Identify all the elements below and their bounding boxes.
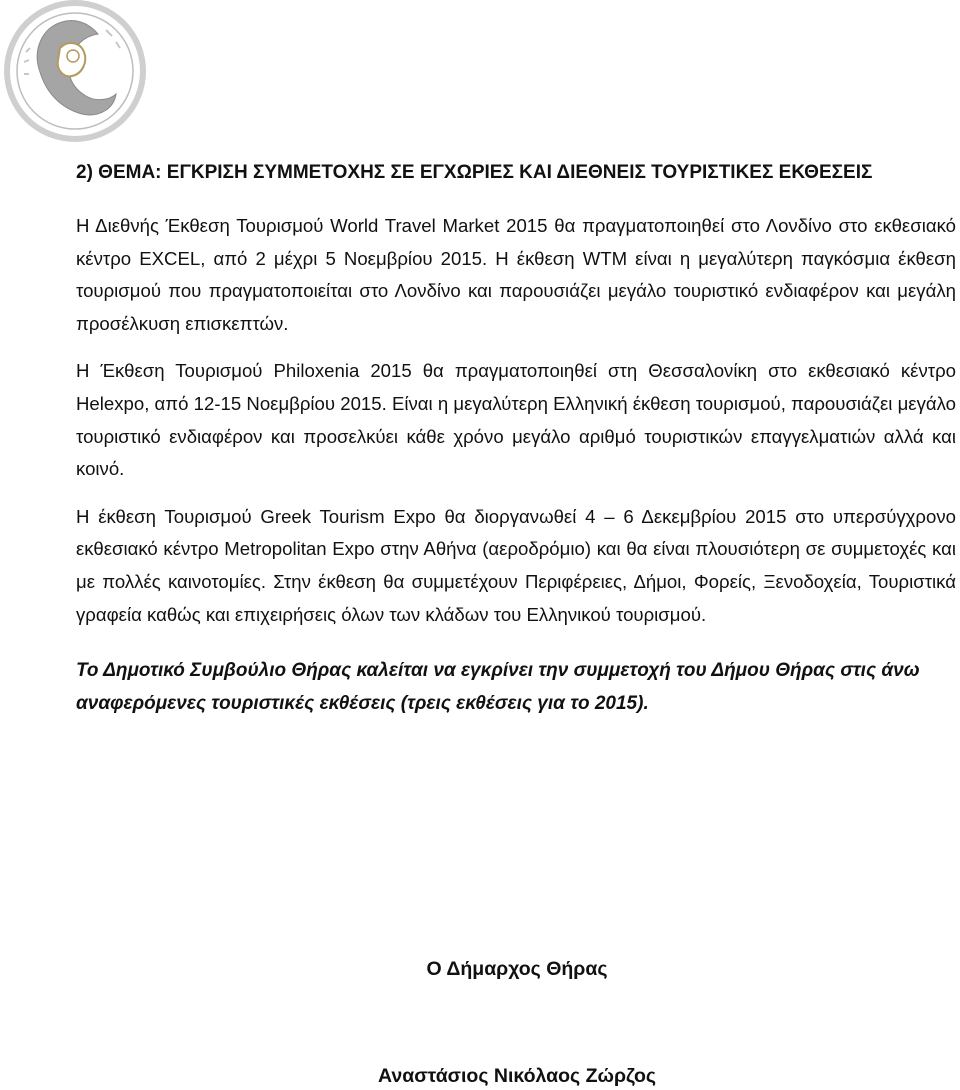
signature-name: Αναστάσιος Νικόλαος Ζώρζος: [378, 1065, 656, 1087]
section-heading-text: 2) ΘΕΜΑ: ΕΓΚΡΙΣΗ ΣΥΜΜΕΤΟΧΗΣ ΣΕ ΕΓΧΩΡΙΕΣ ΚΑΙ ΔΙΕΘΝΕΙΣ ΤΟΥΡΙΣΤΙΚΕΣ ΕΚΘΕΣΕΙΣ: [76, 162, 873, 183]
paragraph-greek-tourism-expo-text: Η έκθεση Τουρισμού Greek Tourism Expo θα διοργανωθεί 4 – 6 Δεκεμβρίου 2015 στο υπερσύγχρονο εκθεσιακό κέντρο Metropolitan Expo στην Αθήνα (αεροδρόμιο) και θα είναι πλουσιότερη σε συμμετοχές και με πολλές καινοτομίες. Στην έκθεση θα συμμετέχουν Περιφέρειες, Δήμοι, Φορείς, Ξενοδοχεία, Τουριστικά γραφεία καθώς και επιχειρήσεις όλων των κλάδων του Ελληνικού τουρισμού.: [76, 505, 956, 625]
paragraph-philoxenia: [76, 355, 956, 485]
section-heading: [76, 160, 956, 186]
paragraph-wtm-text: Η Διεθνής Έκθεση Τουρισμού World Travel Market 2015 θα πραγματοποιηθεί στο Λονδίνο στο εκθεσιακό κέντρο EXCEL, από 2 μέχρι 5 Νοεμβρίου 2015. Η έκθεση WTM είναι η μεγαλύτερη παγκόσμια έκθεση τουρισμού που πραγματοποιείται στο Λονδίνο και παρουσιάζει μεγάλο τουριστικό ενδιαφέρον και μεγάλη προσέλκυση επισκεπτών.: [76, 215, 956, 334]
paragraph-philoxenia-text: Η Έκθεση Τουρισμού Philoxenia 2015 θα πραγματοποιηθεί στη Θεσσαλονίκη στο εκθεσιακό κέντρο Helexpo, από 12-15 Νοεμβρίου 2015. Είναι η μεγαλύτερη Ελληνική έκθεση τουρισμού, παρουσιάζει μεγάλο τουριστικό ενδιαφέρον και προσελκύει κάθε χρόνο μεγάλο αριθμό τουριστικών επαγγελματιών αλλά και κοινό.: [76, 360, 956, 480]
paragraph-wtm: [76, 210, 956, 340]
council-decision-text: Το Δημοτικό Συμβούλιο Θήρας καλείται να εγκρίνει την συμμετοχή του Δήμου Θήρας στις άνω αναφερόμενες τουριστικές εκθέσεις (τρεις εκθέσεις για το 2015).: [76, 660, 920, 714]
municipality-seal-icon: [2, 0, 148, 142]
signature-title: Ο Δήμαρχος Θήρας: [426, 958, 608, 980]
seal-graphic: [2, 0, 148, 142]
document-body: [76, 160, 956, 720]
paragraph-greek-tourism-expo: [76, 501, 956, 631]
figure-head: [67, 50, 79, 62]
council-decision: [76, 655, 956, 720]
